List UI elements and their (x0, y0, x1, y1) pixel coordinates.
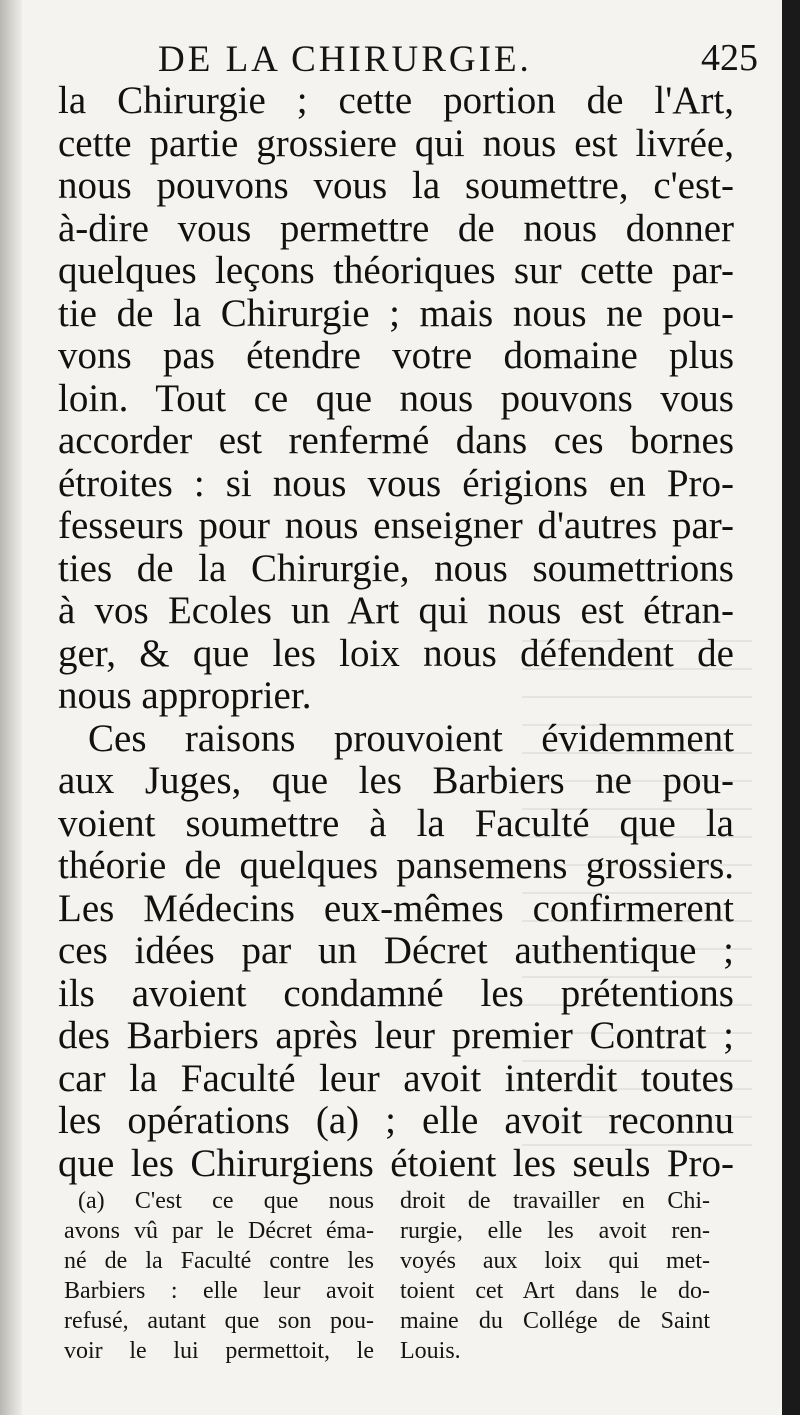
footnote-column-right (400, 1186, 710, 1366)
footnote-line: maine du Collége de Saint (400, 1308, 710, 1334)
text-line: accorder est renfermé dans ces bornes (58, 419, 734, 462)
footnote-line: droit de travailler en Chi- (400, 1188, 710, 1214)
footnote-line: Barbiers : elle leur avoit (64, 1278, 374, 1304)
footnotes (64, 1186, 736, 1364)
text-line: loin. Tout ce que nous pouvons vous (58, 376, 734, 420)
text-line: quelques leçons théoriques sur cette par- (58, 249, 734, 292)
text-line: théorie de quelques pansemens grossiers. (58, 844, 734, 887)
page-gutter-shadow (0, 0, 22, 1415)
footnote-line: né de la Faculté contre les (64, 1248, 374, 1274)
footnote-line: voyés aux loix qui met- (400, 1248, 710, 1274)
text-line: cette partie grossiere qui nous est livrée, (58, 121, 734, 165)
running-title: DE LA CHIRURGIE. (158, 39, 532, 80)
text-line: ces idées par un Décret authentique ; (58, 929, 734, 972)
footnote-line: rurgie, elle les avoit ren- (400, 1218, 710, 1244)
footnote-line: refusé, autant que son pou- (64, 1308, 374, 1334)
text-line: nous pouvons vous la soumettre, c'est- (58, 164, 734, 207)
text-line: nous approprier. (58, 674, 312, 717)
text-line: étroites : si nous vous érigions en Pro- (58, 461, 734, 505)
paragraph-start-line: Ces raisons prouvoient évidemment (88, 716, 734, 760)
text-line: ties de la Chirurgie, nous soumettrions (58, 546, 734, 590)
text-line: à vos Ecoles un Art qui nous est étran- (58, 589, 734, 632)
footnote-line: (a) C'est ce que nous (78, 1188, 374, 1214)
text-line: ils avoient condamné les prétentions (58, 971, 734, 1015)
text-line: des Barbiers après leur premier Contrat ; (58, 1014, 734, 1057)
text-line: à-dire vous permettre de nous donner (58, 206, 734, 250)
text-line: que les Chirurgiens étoient les seuls Pro- (58, 1141, 734, 1185)
text-line: voient soumettre à la Faculté que la (58, 801, 734, 845)
page-number: 425 (701, 37, 758, 79)
text-line: aux Juges, que les Barbiers ne pou- (58, 759, 734, 802)
text-line: car la Faculté leur avoit interdit toutes (58, 1056, 734, 1100)
footnote-line: voir le lui permettoit, le (64, 1338, 374, 1364)
main-text (58, 80, 734, 1185)
footnote-line: avons vû par le Décret éma- (64, 1218, 374, 1244)
text-line: ger, & que les loix nous défendent de (58, 631, 734, 675)
text-line: la Chirurgie ; cette portion de l'Art, (58, 79, 734, 122)
text-line: fesseurs pour nous enseigner d'autres par- (58, 504, 734, 547)
text-line: les opérations (a) ; elle avoit reconnu (58, 1099, 734, 1142)
text-line: tie de la Chirurgie ; mais nous ne pou- (58, 291, 734, 335)
footnote-line: toient cet Art dans le do- (400, 1278, 710, 1304)
text-line: vons pas étendre votre domaine plus (58, 334, 734, 377)
footnote-column-left (64, 1186, 374, 1366)
text-line: Les Médecins eux-mêmes confirmerent (58, 886, 734, 930)
footnote-line: Louis. (400, 1338, 461, 1364)
